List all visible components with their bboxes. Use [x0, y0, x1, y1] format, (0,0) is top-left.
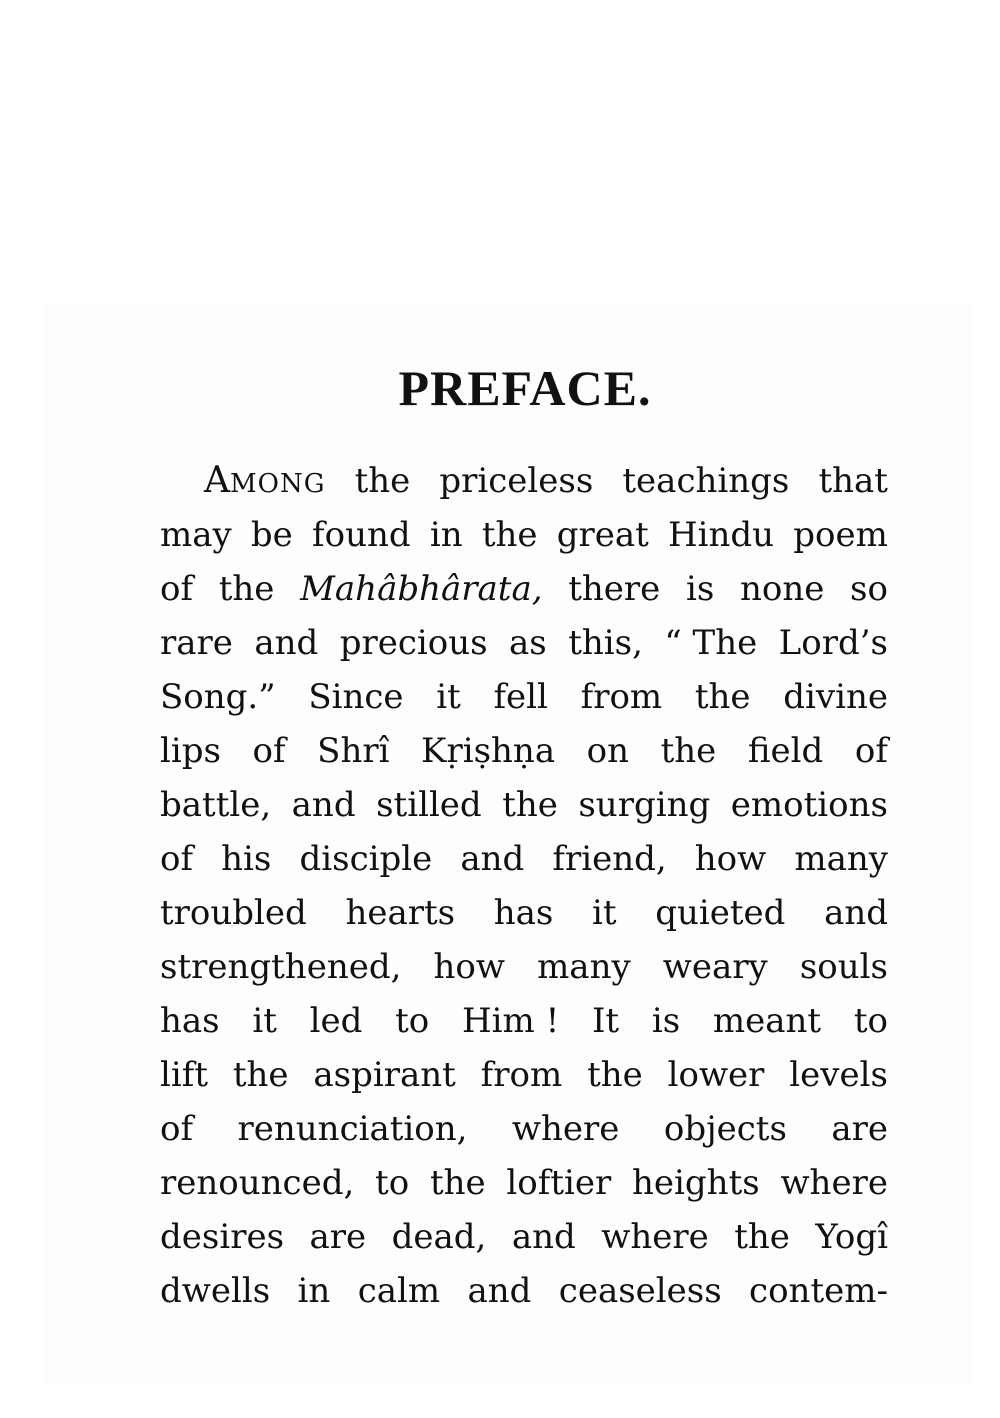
paragraph-line	[160, 508, 888, 562]
paragraph-line	[160, 454, 888, 508]
word: troubled	[160, 893, 307, 933]
word: Shrî	[317, 731, 390, 771]
word: and	[254, 623, 319, 663]
word: objects	[663, 1109, 787, 1149]
word: ceaseless	[558, 1271, 722, 1311]
word: has	[160, 1001, 220, 1041]
word: the	[734, 1217, 790, 1257]
word: hearts	[345, 893, 456, 933]
word: and	[511, 1217, 576, 1257]
paragraph-line	[160, 724, 888, 778]
word: the	[218, 569, 275, 609]
small-caps: MONG	[230, 469, 326, 499]
word: Kṛiṣhṇa	[421, 731, 556, 771]
preface-paragraph	[160, 454, 888, 1318]
paragraph-line	[160, 886, 888, 940]
word: lower	[667, 1055, 765, 1095]
word: that	[818, 461, 888, 501]
word: dwells	[160, 1271, 271, 1311]
word: “ The	[664, 623, 758, 663]
word: led	[309, 1001, 363, 1041]
word: from	[480, 1055, 563, 1095]
drop-capital: A	[204, 460, 230, 501]
word: in	[297, 1271, 331, 1311]
page-title: PREFACE.	[398, 360, 652, 416]
word: levels	[789, 1055, 888, 1095]
paragraph-line	[160, 1210, 888, 1264]
word: to	[395, 1001, 430, 1041]
paragraph-line	[160, 1264, 888, 1318]
word: so	[850, 569, 888, 609]
word: the	[354, 461, 411, 501]
word: in	[429, 515, 463, 555]
word: of	[160, 839, 194, 879]
paragraph-line	[160, 562, 888, 616]
word: be	[250, 515, 293, 555]
word: it	[252, 1001, 277, 1041]
word: none	[739, 569, 825, 609]
word: surging	[578, 785, 711, 825]
word: and	[291, 785, 356, 825]
word: lips	[160, 731, 221, 771]
word: are	[831, 1109, 888, 1149]
word: it	[436, 677, 461, 717]
word: is	[685, 569, 715, 609]
word: of	[252, 731, 286, 771]
word: friend,	[552, 839, 667, 879]
word: contem-	[749, 1271, 888, 1311]
word: and	[460, 839, 525, 879]
word: there	[568, 569, 661, 609]
word: to	[375, 1163, 410, 1203]
word: the	[502, 785, 558, 825]
word: emotions	[730, 785, 888, 825]
word: many	[537, 947, 631, 987]
paragraph-line	[160, 670, 888, 724]
word: the	[694, 677, 751, 717]
word: this,	[568, 623, 643, 663]
word: fell	[493, 677, 548, 717]
word: It	[592, 1001, 620, 1041]
word: has	[493, 893, 554, 933]
word: loftier	[506, 1163, 612, 1203]
word: found	[312, 515, 411, 555]
word: Since	[308, 677, 404, 717]
paragraph-line	[160, 616, 888, 670]
word: may	[160, 515, 232, 555]
word: the	[232, 1055, 289, 1095]
word: meant	[712, 1001, 822, 1041]
word: his	[221, 839, 272, 879]
word: stilled	[376, 785, 482, 825]
paragraph-line	[160, 1102, 888, 1156]
word: where	[601, 1217, 709, 1257]
word: great	[556, 515, 649, 555]
word: heights	[632, 1163, 760, 1203]
paragraph-line	[160, 1048, 888, 1102]
word: quieted	[655, 893, 786, 933]
word: Yogî	[815, 1217, 888, 1257]
word: of	[854, 731, 888, 771]
paragraph-line	[160, 1156, 888, 1210]
paragraph-line	[160, 832, 888, 886]
word: of	[160, 569, 194, 609]
opening-word	[204, 454, 325, 508]
word: desires	[160, 1217, 285, 1257]
italic-title: Mahâbhârata,	[300, 569, 543, 609]
word: is	[651, 1001, 681, 1041]
word: aspirant	[313, 1055, 456, 1095]
word: and	[824, 893, 888, 933]
word: renounced,	[160, 1163, 355, 1203]
word: renunciation,	[237, 1109, 468, 1149]
word: priceless	[439, 461, 594, 501]
word: it	[592, 893, 617, 933]
word: where	[511, 1109, 620, 1149]
word: teachings	[622, 461, 790, 501]
word: battle,	[160, 785, 272, 825]
word: dead,	[391, 1217, 487, 1257]
word: are	[309, 1217, 367, 1257]
word: precious	[339, 623, 488, 663]
word: the	[429, 1163, 486, 1203]
word: how	[433, 947, 505, 987]
paragraph-line	[160, 940, 888, 994]
word: Hindu	[668, 515, 775, 555]
paragraph-line	[160, 994, 888, 1048]
word: divine	[783, 677, 888, 717]
word: the	[587, 1055, 643, 1095]
word: as	[509, 623, 547, 663]
word: lift	[160, 1055, 208, 1095]
word: on	[586, 731, 630, 771]
word: the	[481, 515, 538, 555]
word: Him !	[462, 1001, 560, 1041]
word: of	[160, 1109, 194, 1149]
paragraph-line	[160, 778, 888, 832]
word: strengthened,	[160, 947, 402, 987]
word: weary	[662, 947, 768, 987]
word: field	[747, 731, 824, 771]
word: and	[467, 1271, 532, 1311]
word: many	[794, 839, 888, 879]
word: to	[853, 1001, 888, 1041]
word: from	[580, 677, 663, 717]
word: calm	[357, 1271, 441, 1311]
word: Song.”	[160, 677, 276, 717]
word: poem	[793, 515, 888, 555]
word: the	[660, 731, 717, 771]
word: disciple	[299, 839, 433, 879]
word: Lord’s	[778, 623, 888, 663]
word: where	[780, 1163, 888, 1203]
word: rare	[160, 623, 233, 663]
word: how	[694, 839, 767, 879]
word: souls	[799, 947, 888, 987]
